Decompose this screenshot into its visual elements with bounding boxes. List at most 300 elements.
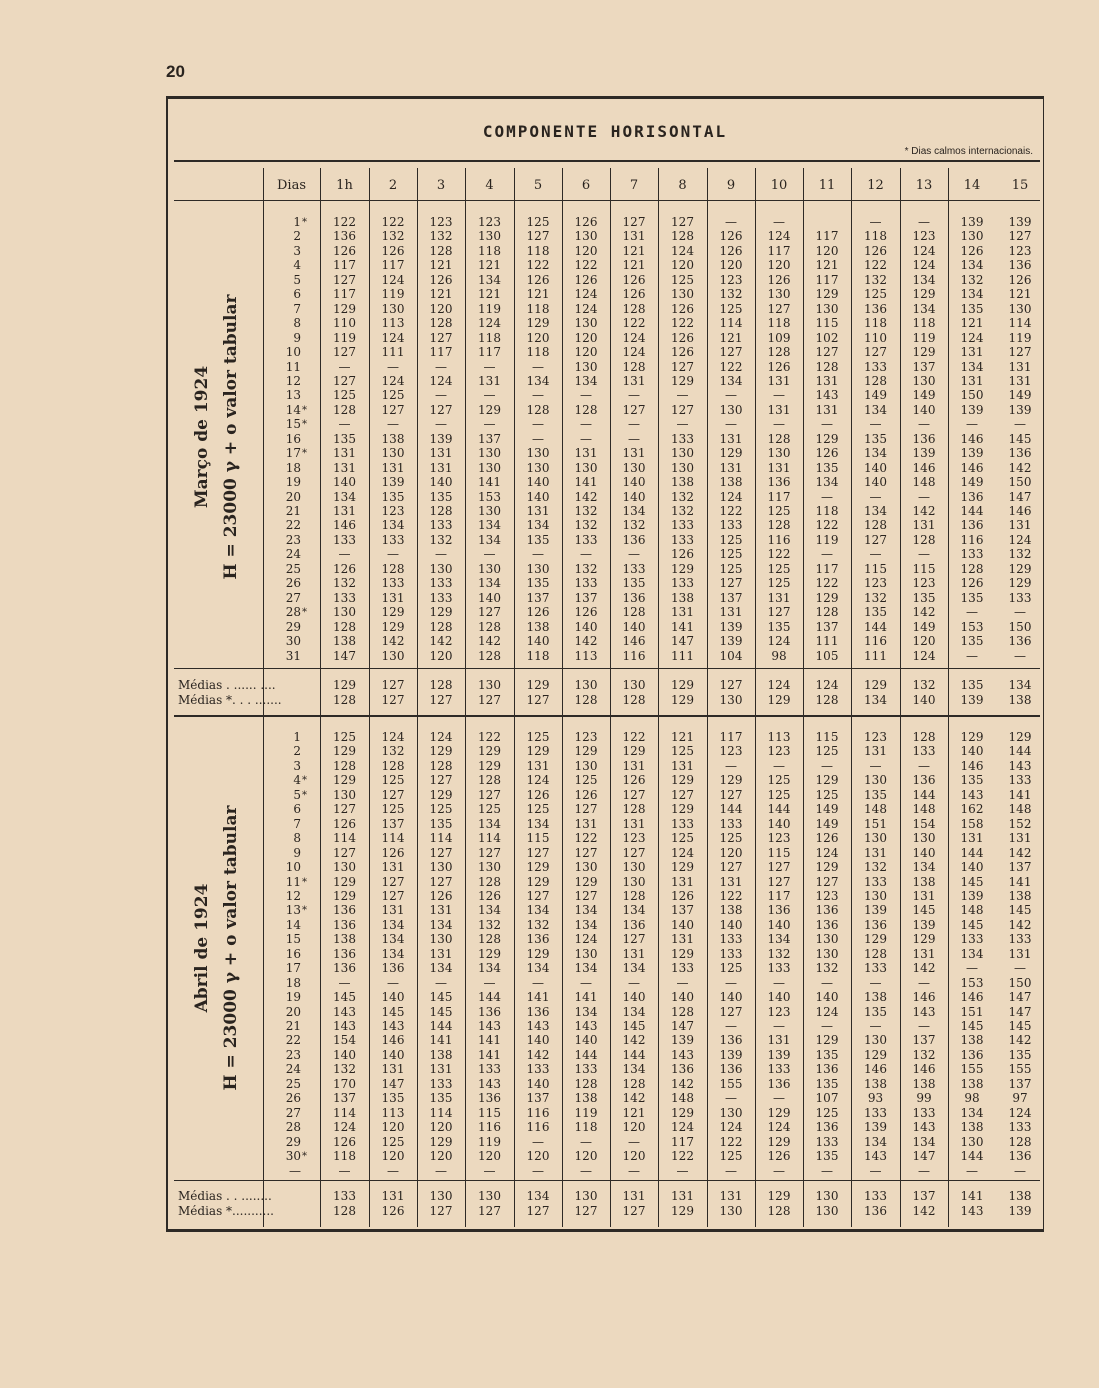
- table-cell: —: [628, 388, 640, 403]
- table-cell: 131: [622, 229, 646, 244]
- table-cell: 129: [719, 773, 743, 788]
- table-cell: 129: [671, 802, 694, 817]
- table-cell: 128: [671, 1004, 694, 1019]
- table-cell: 138: [912, 874, 936, 889]
- table-cell: 123: [719, 272, 743, 287]
- average-cell: 138: [1008, 692, 1032, 707]
- day-label: 9: [293, 845, 301, 860]
- table-cell: —: [676, 975, 689, 990]
- table-cell: 122: [815, 518, 839, 533]
- table-cell: 136: [912, 431, 936, 446]
- table-cell: 120: [381, 1149, 405, 1164]
- table-cell: 124: [574, 932, 598, 947]
- table-cell: 125: [526, 215, 550, 229]
- table-cell: —: [821, 1163, 833, 1178]
- table-cell: 146: [912, 990, 936, 1005]
- table-cell: 119: [478, 301, 501, 316]
- table-cell: 120: [622, 1149, 646, 1164]
- table-cell: 136: [1008, 1149, 1032, 1164]
- table-cell: 133: [960, 547, 984, 562]
- table-cell: 141: [526, 990, 550, 1005]
- calm-day-mark: *: [302, 876, 307, 888]
- average-cell: 129: [526, 678, 550, 692]
- table-cell: 131: [526, 504, 550, 518]
- table-cell: 128: [381, 561, 405, 576]
- table-cell: 130: [767, 287, 791, 302]
- section-formula-label: H = 23000 γ + o valor tabular: [221, 294, 241, 580]
- average-cell: 129: [333, 678, 356, 692]
- table-cell: —: [869, 1019, 882, 1033]
- table-cell: 125: [333, 388, 356, 403]
- table-cell: 128: [622, 605, 646, 620]
- average-cell: 141: [960, 1189, 984, 1203]
- table-cell: 116: [478, 1120, 501, 1135]
- table-cell: 120: [526, 330, 550, 345]
- table-cell: 127: [767, 874, 791, 889]
- table-cell: 128: [912, 532, 936, 547]
- table-cell: 122: [574, 258, 598, 273]
- table-cell: 138: [333, 634, 356, 649]
- table-cell: 134: [574, 903, 598, 918]
- table-cell: —: [918, 547, 930, 562]
- table-cell: 124: [912, 243, 936, 258]
- table-cell: 142: [912, 605, 936, 620]
- table-cell: 133: [574, 532, 598, 547]
- table-cell: 127: [574, 888, 598, 903]
- day-label: 17: [285, 961, 301, 976]
- table-cell: 130: [719, 402, 743, 417]
- table-cell: 129: [478, 946, 501, 961]
- table-cell: 140: [381, 990, 405, 1005]
- table-cell: 121: [622, 1105, 646, 1120]
- table-cell: 125: [526, 730, 550, 744]
- table-cell: 143: [671, 1047, 694, 1062]
- table-cell: 127: [671, 215, 694, 229]
- table-cell: —: [483, 975, 496, 990]
- table-cell: 142: [622, 1033, 646, 1048]
- table-cell: 114: [429, 1105, 453, 1120]
- table-cell: 130: [960, 1134, 984, 1149]
- table-cell: 126: [574, 787, 598, 802]
- table-cell: 140: [526, 1033, 550, 1048]
- table-cell: 138: [960, 1033, 984, 1048]
- table-cell: 122: [574, 831, 598, 846]
- average-cell: 130: [815, 1189, 839, 1203]
- table-cell: 125: [381, 773, 405, 788]
- table-cell: 136: [333, 229, 356, 244]
- table-cell: —: [1014, 648, 1026, 663]
- table-cell: 122: [526, 258, 550, 273]
- table-cell: 131: [767, 1033, 791, 1048]
- table-cell: 127: [719, 860, 743, 875]
- table-cell: 134: [912, 860, 936, 875]
- table-cell: 138: [574, 1091, 598, 1106]
- table-cell: 129: [429, 1134, 453, 1149]
- table-cell: —: [483, 1163, 496, 1178]
- table-cell: 133: [767, 1062, 791, 1077]
- table-cell: 128: [960, 561, 984, 576]
- table-cell: 146: [960, 460, 984, 475]
- table-cell: 129: [815, 1033, 839, 1048]
- day-label: 4: [293, 258, 301, 273]
- table-cell: —: [821, 489, 833, 504]
- table-cell: 121: [1008, 287, 1032, 302]
- table-cell: 151: [864, 816, 887, 831]
- table-cell: 129: [671, 946, 694, 961]
- table-cell: 123: [912, 576, 936, 591]
- table-cell: 129: [478, 402, 501, 417]
- section-month-label: Abril de 1924: [192, 883, 212, 1013]
- table-cell: 141: [478, 475, 501, 490]
- table-cell: 155: [1008, 1062, 1032, 1077]
- table-cell: 117: [815, 272, 839, 287]
- table-cell: 129: [574, 874, 598, 889]
- table-cell: 148: [864, 802, 887, 817]
- table-cell: —: [869, 758, 882, 773]
- table-cell: 136: [960, 489, 984, 504]
- table-cell: 130: [864, 1033, 887, 1048]
- average-cell: 124: [815, 678, 839, 692]
- table-cell: 134: [767, 932, 791, 947]
- table-cell: 115: [815, 316, 839, 331]
- day-label: 3: [293, 758, 301, 773]
- table-cell: 138: [864, 1076, 887, 1091]
- table-cell: 139: [960, 215, 984, 229]
- table-cell: 129: [671, 373, 694, 388]
- table-cell: 139: [671, 1033, 694, 1048]
- table-cell: 135: [429, 489, 453, 504]
- table-cell: 129: [815, 590, 839, 605]
- table-cell: 126: [574, 272, 598, 287]
- average-cell: 128: [574, 692, 598, 707]
- table-cell: 140: [622, 619, 646, 634]
- day-label: —: [289, 1163, 301, 1178]
- table-cell: 144: [960, 845, 984, 860]
- table-cell: 136: [1008, 258, 1032, 273]
- table-cell: 118: [864, 316, 887, 331]
- table-cell: 131: [960, 373, 984, 388]
- table-cell: 134: [526, 903, 550, 918]
- table-cell: 141: [1008, 787, 1032, 802]
- table-cell: 137: [912, 359, 936, 374]
- day-label: 22: [285, 1033, 301, 1048]
- table-cell: 128: [815, 605, 839, 620]
- table-cell: 149: [864, 388, 887, 403]
- table-cell: 136: [333, 946, 356, 961]
- table-cell: 130: [429, 932, 453, 947]
- table-cell: —: [773, 758, 785, 773]
- table-cell: 143: [381, 1019, 405, 1033]
- day-label: 11: [285, 874, 301, 889]
- table-rule: [174, 200, 1040, 201]
- table-cell: 145: [960, 1019, 984, 1033]
- table-cell: 145: [429, 990, 453, 1005]
- calm-day-mark: *: [302, 775, 307, 787]
- table-cell: 119: [574, 1105, 598, 1120]
- table-cell: 140: [333, 1047, 356, 1062]
- table-cell: 141: [574, 990, 598, 1005]
- table-cell: 136: [622, 532, 646, 547]
- table-cell: 120: [622, 1120, 646, 1135]
- table-cell: 134: [864, 1134, 887, 1149]
- table-cell: 125: [719, 831, 743, 846]
- table-cell: 132: [960, 272, 984, 287]
- table-cell: 134: [960, 287, 984, 302]
- table-cell: 140: [622, 990, 646, 1005]
- table-cell: 136: [622, 590, 646, 605]
- table-cell: 126: [815, 831, 839, 846]
- table-cell: 129: [333, 773, 356, 788]
- table-cell: —: [773, 1091, 785, 1106]
- day-label: 13: [285, 388, 301, 403]
- day-label: 20: [285, 1004, 301, 1019]
- table-cell: 135: [960, 773, 984, 788]
- table-cell: 128: [429, 243, 453, 258]
- table-cell: 132: [671, 489, 694, 504]
- average-cell: 131: [622, 1189, 646, 1203]
- table-cell: 129: [526, 316, 550, 331]
- table-cell: 116: [864, 634, 887, 649]
- table-cell: 144: [622, 1047, 646, 1062]
- table-cell: 136: [719, 1062, 743, 1077]
- table-cell: 132: [574, 518, 598, 533]
- table-cell: —: [338, 1163, 351, 1178]
- table-cell: 118: [815, 504, 839, 518]
- table-cell: —: [821, 975, 833, 990]
- table-cell: 146: [622, 634, 646, 649]
- table-cell: 126: [574, 605, 598, 620]
- table-cell: 130: [1008, 301, 1032, 316]
- table-cell: —: [387, 547, 399, 562]
- table-cell: 146: [960, 758, 984, 773]
- table-cell: 128: [574, 402, 598, 417]
- table-cell: 132: [333, 1062, 356, 1077]
- table-cell: 134: [574, 1004, 598, 1019]
- table-cell: 140: [912, 845, 936, 860]
- average-cell: 132: [912, 678, 936, 692]
- table-cell: 124: [574, 301, 598, 316]
- table-cell: 118: [864, 229, 887, 244]
- table-cell: 126: [381, 243, 405, 258]
- average-cell: 127: [429, 692, 453, 707]
- day-label: 6: [293, 287, 301, 302]
- table-cell: 144: [767, 802, 791, 817]
- table-cell: 127: [429, 330, 453, 345]
- table-cell: 140: [381, 1047, 405, 1062]
- table-cell: 133: [1008, 590, 1032, 605]
- table-cell: 134: [429, 917, 453, 932]
- table-cell: 131: [912, 946, 936, 961]
- table-cell: 127: [478, 845, 501, 860]
- header-hour: 4: [485, 178, 494, 193]
- table-cell: 104: [719, 648, 743, 663]
- table-cell: 129: [574, 744, 598, 759]
- table-cell: 123: [767, 1004, 791, 1019]
- table-cell: 115: [526, 831, 550, 846]
- table-cell: 126: [622, 272, 646, 287]
- table-cell: 134: [912, 301, 936, 316]
- table-cell: 105: [815, 648, 839, 663]
- table-cell: 134: [719, 373, 743, 388]
- table-cell: 130: [478, 561, 501, 576]
- table-cell: 145: [960, 917, 984, 932]
- table-cell: 124: [1008, 532, 1032, 547]
- table-cell: 111: [381, 345, 405, 360]
- table-cell: —: [628, 1163, 640, 1178]
- table-cell: 121: [429, 258, 453, 273]
- table-cell: 129: [429, 605, 453, 620]
- table-cell: 133: [429, 518, 453, 533]
- table-cell: 127: [429, 773, 453, 788]
- table-cell: 122: [622, 316, 646, 331]
- table-cell: 123: [381, 504, 405, 518]
- table-cell: 134: [381, 932, 405, 947]
- table-cell: 123: [864, 730, 887, 744]
- footnote: * Dias calmos internacionais.: [904, 146, 1033, 157]
- table-cell: 146: [381, 1033, 405, 1048]
- table-cell: 130: [526, 561, 550, 576]
- table-cell: 98: [771, 648, 787, 663]
- day-label: 20: [285, 489, 301, 504]
- table-cell: 128: [478, 648, 501, 663]
- table-cell: 121: [719, 330, 743, 345]
- table-cell: 131: [912, 518, 936, 533]
- table-cell: 135: [815, 460, 839, 475]
- table-cell: 133: [864, 961, 887, 976]
- table-cell: 127: [1008, 229, 1032, 244]
- day-label: 27: [285, 1105, 301, 1120]
- table-cell: 128: [478, 773, 501, 788]
- average-cell: 130: [478, 1189, 501, 1203]
- table-cell: 131: [1008, 518, 1032, 533]
- table-cell: 125: [381, 388, 405, 403]
- table-cell: 133: [622, 561, 646, 576]
- table-cell: 138: [864, 990, 887, 1005]
- table-cell: 138: [671, 590, 694, 605]
- table-cell: 127: [815, 345, 839, 360]
- table-cell: 121: [478, 287, 501, 302]
- table-cell: 123: [478, 215, 501, 229]
- table-cell: 133: [429, 1076, 453, 1091]
- table-cell: 147: [1008, 990, 1032, 1005]
- average-cell: 139: [1008, 1203, 1032, 1218]
- table-cell: 127: [719, 576, 743, 591]
- table-cell: 130: [574, 758, 598, 773]
- table-cell: 134: [478, 816, 501, 831]
- table-cell: 140: [912, 402, 936, 417]
- table-cell: 115: [864, 561, 887, 576]
- table-cell: 133: [767, 961, 791, 976]
- table-cell: 129: [333, 874, 356, 889]
- table-cell: 130: [864, 773, 887, 788]
- table-cell: 140: [526, 1076, 550, 1091]
- table-cell: 131: [960, 831, 984, 846]
- day-label: 2: [293, 229, 301, 244]
- table-cell: 132: [574, 504, 598, 518]
- table-cell: 135: [864, 787, 887, 802]
- calm-day-mark: *: [302, 789, 307, 801]
- table-cell: 132: [381, 744, 405, 759]
- table-cell: 127: [381, 787, 405, 802]
- table-cell: 127: [333, 373, 356, 388]
- table-cell: —: [676, 388, 689, 403]
- table-cell: —: [580, 975, 592, 990]
- average-cell: 129: [671, 1203, 694, 1218]
- table-cell: 127: [429, 874, 453, 889]
- day-label: 30: [285, 1149, 301, 1164]
- table-cell: 131: [526, 758, 550, 773]
- table-cell: —: [918, 489, 930, 504]
- table-cell: 132: [429, 229, 453, 244]
- table-cell: 126: [671, 345, 694, 360]
- table-cell: 133: [333, 590, 356, 605]
- average-cell: 142: [912, 1203, 936, 1218]
- table-cell: 140: [671, 917, 694, 932]
- day-label: 5: [293, 787, 301, 802]
- table-cell: 133: [333, 532, 356, 547]
- table-cell: 123: [864, 576, 887, 591]
- table-cell: 150: [1008, 475, 1032, 490]
- table-cell: 136: [478, 1091, 501, 1106]
- table-cell: 139: [864, 903, 887, 918]
- table-cell: 143: [912, 1004, 936, 1019]
- table-cell: 145: [1008, 1019, 1032, 1033]
- table-cell: 127: [864, 345, 887, 360]
- table-cell: 127: [429, 845, 453, 860]
- day-label: 29: [285, 1134, 301, 1149]
- header-hour: 6: [581, 178, 591, 193]
- header-hour: 12: [867, 178, 884, 193]
- table-cell: 134: [574, 961, 598, 976]
- table-cell: —: [918, 417, 930, 432]
- table-cell: 138: [333, 932, 356, 947]
- table-cell: 121: [429, 287, 453, 302]
- average-cell: 127: [526, 1203, 550, 1218]
- table-cell: 127: [478, 787, 501, 802]
- average-cell: 127: [381, 678, 405, 692]
- table-cell: 121: [815, 258, 839, 273]
- table-cell: 133: [960, 932, 984, 947]
- table-cell: 138: [1008, 888, 1032, 903]
- table-cell: 131: [381, 903, 405, 918]
- table-cell: 140: [815, 990, 839, 1005]
- table-cell: 130: [864, 888, 887, 903]
- table-cell: 137: [381, 816, 405, 831]
- table-cell: 133: [815, 1134, 839, 1149]
- page-number: 20: [166, 62, 185, 81]
- table-cell: 124: [767, 634, 791, 649]
- day-label: 26: [285, 576, 301, 591]
- table-cell: 147: [912, 1149, 936, 1164]
- table-cell: 130: [912, 373, 936, 388]
- table-cell: 144: [960, 1149, 984, 1164]
- table-cell: 133: [719, 932, 743, 947]
- table-cell: 134: [478, 272, 501, 287]
- table-cell: 129: [526, 744, 550, 759]
- table-cell: 126: [526, 272, 550, 287]
- table-cell: 129: [671, 561, 694, 576]
- table-cell: 125: [671, 272, 694, 287]
- table-cell: 131: [429, 946, 453, 961]
- table-cell: 130: [478, 860, 501, 875]
- table-cell: 130: [478, 504, 501, 518]
- table-cell: 128: [429, 316, 453, 331]
- table-cell: 133: [1008, 773, 1032, 788]
- table-cell: 129: [381, 619, 405, 634]
- table-cell: 129: [671, 860, 694, 875]
- average-cell: 128: [622, 692, 646, 707]
- table-cell: 116: [526, 1105, 550, 1120]
